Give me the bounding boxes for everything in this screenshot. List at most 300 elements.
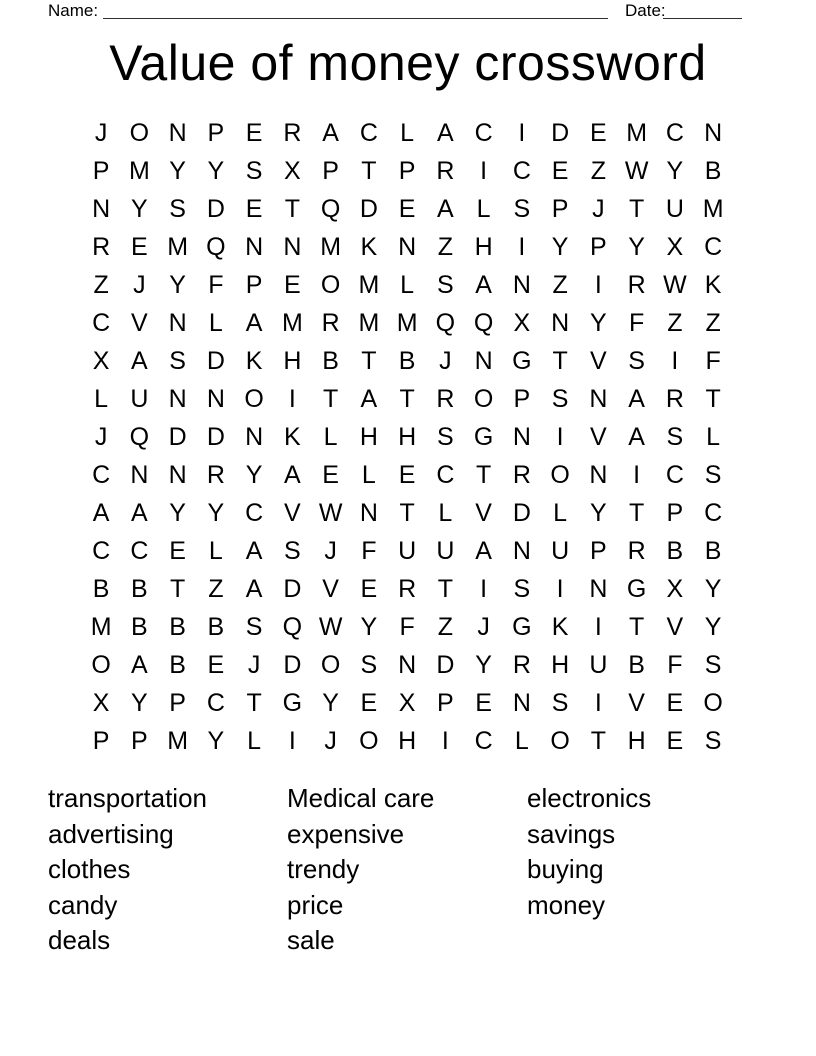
grid-letter: Z bbox=[437, 612, 454, 641]
grid-letter: P bbox=[245, 270, 263, 299]
grid-letter: Y bbox=[704, 574, 722, 603]
date-blank-line bbox=[663, 0, 742, 19]
word-list bbox=[48, 781, 766, 959]
grid-letter: L bbox=[94, 384, 109, 413]
grid-letter: B bbox=[704, 156, 722, 185]
grid-letter: R bbox=[92, 232, 111, 261]
grid-letter: N bbox=[206, 384, 225, 413]
grid-letter: Q bbox=[435, 308, 456, 337]
grid-letter: Z bbox=[437, 232, 454, 261]
grid-letter: U bbox=[589, 650, 608, 679]
grid-letter: L bbox=[323, 422, 338, 451]
grid-letter: E bbox=[666, 726, 684, 755]
grid-letter: H bbox=[359, 422, 378, 451]
grid-letter: P bbox=[131, 726, 148, 755]
grid-letter: Y bbox=[360, 612, 378, 641]
grid-letter: S bbox=[551, 688, 569, 717]
grid-letter: V bbox=[131, 308, 148, 337]
grid-letter: P bbox=[513, 384, 531, 413]
grid-letter: O bbox=[244, 384, 264, 413]
grid-letter: P bbox=[169, 688, 186, 717]
grid-letter: I bbox=[594, 612, 602, 641]
grid-letter: C bbox=[92, 460, 111, 489]
grid-letter: B bbox=[92, 574, 110, 603]
grid-letter: N bbox=[512, 688, 531, 717]
grid-letter: A bbox=[131, 498, 148, 527]
grid-letter: Q bbox=[206, 232, 226, 261]
grid-letter: T bbox=[705, 384, 721, 413]
grid-letter: T bbox=[322, 384, 339, 413]
grid-letter: M bbox=[702, 194, 724, 223]
grid-letter: T bbox=[475, 460, 492, 489]
grid-letter: R bbox=[321, 308, 340, 337]
grid-letter: O bbox=[91, 650, 111, 679]
grid-letter: Y bbox=[207, 156, 225, 185]
grid-letter: N bbox=[551, 308, 570, 337]
grid-letter: T bbox=[246, 688, 262, 717]
grid-letter: W bbox=[318, 612, 343, 641]
grid-letter: V bbox=[322, 574, 339, 603]
grid-letter: U bbox=[130, 384, 149, 413]
grid-letter: N bbox=[130, 460, 149, 489]
word-list-column-2 bbox=[287, 781, 527, 959]
grid-letter: F bbox=[208, 270, 224, 299]
grid-letter: P bbox=[207, 118, 225, 147]
grid-letter: P bbox=[322, 156, 339, 185]
grid-letter: R bbox=[206, 460, 225, 489]
grid-letter: T bbox=[399, 498, 415, 527]
grid-letter: X bbox=[284, 156, 301, 185]
grid-letter: T bbox=[552, 346, 568, 375]
grid-letter: Y bbox=[169, 270, 186, 299]
grid-letter: S bbox=[704, 726, 722, 755]
grid-letter: A bbox=[475, 536, 492, 565]
grid-letter: R bbox=[436, 156, 455, 185]
word-list-column-3 bbox=[527, 781, 766, 959]
grid-letter: A bbox=[131, 650, 148, 679]
grid-letter: E bbox=[666, 688, 684, 717]
grid-letter: F bbox=[399, 612, 415, 641]
grid-letter: P bbox=[437, 688, 454, 717]
grid-letter: D bbox=[206, 346, 225, 375]
grid-letter: N bbox=[398, 232, 417, 261]
grid-letter: S bbox=[666, 422, 684, 451]
grid-letter: I bbox=[288, 726, 296, 755]
grid-letter: H bbox=[627, 726, 646, 755]
grid-letter: Y bbox=[169, 156, 186, 185]
grid-letter: L bbox=[514, 726, 529, 755]
grid-letter: L bbox=[208, 536, 223, 565]
grid-letter: N bbox=[168, 118, 187, 147]
grid-letter: T bbox=[361, 156, 377, 185]
grid-letter: S bbox=[169, 346, 186, 375]
grid-letter: B bbox=[704, 536, 722, 565]
grid-letter: M bbox=[281, 308, 303, 337]
grid-letter: L bbox=[400, 118, 415, 147]
grid-letter: I bbox=[441, 726, 449, 755]
grid-letter: E bbox=[398, 460, 416, 489]
grid-letter: H bbox=[283, 346, 302, 375]
grid-letter: B bbox=[131, 612, 148, 641]
grid-letter: N bbox=[589, 460, 608, 489]
grid-letter: R bbox=[283, 118, 302, 147]
grid-letter: P bbox=[398, 156, 416, 185]
grid-letter: K bbox=[245, 346, 263, 375]
grid-letter: V bbox=[590, 422, 607, 451]
word-list-item: transportation bbox=[48, 783, 207, 813]
grid-letter: N bbox=[168, 460, 187, 489]
grid-letter: C bbox=[92, 536, 111, 565]
grid-letter: S bbox=[513, 194, 531, 223]
grid-letter: F bbox=[667, 650, 683, 679]
grid-letter: N bbox=[168, 308, 187, 337]
word-list-item: deals bbox=[48, 925, 111, 956]
grid-letter: N bbox=[474, 346, 493, 375]
grid-letter: S bbox=[284, 536, 301, 565]
grid-letter: O bbox=[550, 460, 570, 489]
word-list-item: clothes bbox=[48, 854, 131, 885]
grid-letter: N bbox=[589, 384, 608, 413]
grid-letter: J bbox=[324, 536, 337, 565]
grid-letter: L bbox=[476, 194, 491, 223]
grid-letter: S bbox=[513, 574, 531, 603]
grid-letter: P bbox=[551, 194, 569, 223]
grid-letter: I bbox=[594, 688, 602, 717]
grid-letter: Y bbox=[666, 156, 684, 185]
word-list-item: money bbox=[527, 889, 606, 920]
grid-letter: C bbox=[206, 688, 225, 717]
grid-letter: N bbox=[168, 384, 187, 413]
grid-letter: E bbox=[590, 118, 607, 147]
grid-letter: H bbox=[474, 232, 493, 261]
grid-letter: C bbox=[474, 118, 493, 147]
grid-letter: G bbox=[473, 422, 494, 451]
grid-letter: H bbox=[398, 726, 417, 755]
grid-letter: M bbox=[167, 726, 189, 755]
grid-letter: O bbox=[129, 118, 150, 147]
grid-letter: D bbox=[551, 118, 570, 147]
grid-letter: R bbox=[665, 384, 684, 413]
grid-letter: L bbox=[400, 270, 415, 299]
grid-letter: I bbox=[518, 118, 526, 147]
grid-letter: L bbox=[361, 460, 376, 489]
grid-letter: M bbox=[358, 270, 380, 299]
grid-letter: G bbox=[626, 574, 647, 603]
grid-letter: I bbox=[518, 232, 526, 261]
grid-letter: A bbox=[284, 460, 301, 489]
grid-letter: H bbox=[398, 422, 417, 451]
grid-letter: S bbox=[169, 194, 186, 223]
grid-letter: U bbox=[665, 194, 684, 223]
grid-letter: J bbox=[94, 422, 108, 451]
grid-letter: J bbox=[477, 612, 490, 641]
grid-letter: E bbox=[245, 194, 263, 223]
grid-letter: T bbox=[169, 574, 186, 603]
grid-letter: P bbox=[590, 536, 607, 565]
grid-letter: M bbox=[167, 232, 189, 261]
grid-letter: P bbox=[92, 726, 110, 755]
grid-letter: B bbox=[169, 612, 186, 641]
grid-letter: N bbox=[283, 232, 302, 261]
grid-letter: O bbox=[320, 270, 341, 299]
grid-letter: V bbox=[666, 612, 684, 641]
grid-letter: I bbox=[480, 574, 488, 603]
grid-letter: C bbox=[359, 118, 378, 147]
grid-letter: X bbox=[513, 308, 531, 337]
grid-letter: N bbox=[589, 574, 608, 603]
word-list-item: expensive bbox=[287, 818, 405, 849]
grid-letter: D bbox=[206, 422, 225, 451]
grid-letter: T bbox=[361, 346, 377, 375]
grid-letter: J bbox=[324, 726, 337, 755]
grid-letter: F bbox=[705, 346, 721, 375]
grid-letter: D bbox=[283, 650, 302, 679]
grid-letter: M bbox=[358, 308, 380, 337]
grid-letter: S bbox=[551, 384, 569, 413]
grid-letter: O bbox=[320, 650, 341, 679]
grid-letter: M bbox=[626, 118, 648, 147]
grid-letter: A bbox=[628, 384, 645, 413]
grid-letter: I bbox=[480, 156, 488, 185]
grid-letter: S bbox=[360, 650, 378, 679]
word-list-item: Medical care bbox=[287, 783, 435, 813]
grid-letter: B bbox=[207, 612, 225, 641]
grid-letter: V bbox=[628, 688, 645, 717]
grid-letter: C bbox=[130, 536, 149, 565]
grid-letter: T bbox=[628, 612, 645, 641]
grid-letter: F bbox=[361, 536, 377, 565]
grid-letter: K bbox=[704, 270, 722, 299]
grid-letter: C bbox=[704, 498, 723, 527]
grid-letter: N bbox=[512, 270, 531, 299]
grid-letter: Y bbox=[207, 726, 225, 755]
grid-letter: Z bbox=[590, 156, 607, 185]
grid-letter: R bbox=[627, 536, 646, 565]
grid-letter: M bbox=[396, 308, 418, 337]
grid-letter: E bbox=[398, 194, 416, 223]
grid-letter: K bbox=[284, 422, 301, 451]
grid-letter: D bbox=[168, 422, 187, 451]
grid-letter: G bbox=[282, 688, 303, 717]
grid-letter: C bbox=[665, 460, 684, 489]
grid-letter: R bbox=[627, 270, 646, 299]
grid-letter: V bbox=[284, 498, 301, 527]
grid-letter: R bbox=[398, 574, 417, 603]
grid-letter: L bbox=[706, 422, 721, 451]
grid-letter: S bbox=[245, 156, 263, 185]
grid-letter: V bbox=[590, 346, 607, 375]
grid-letter: Y bbox=[590, 498, 607, 527]
grid-letter: X bbox=[92, 688, 110, 717]
grid-letter: J bbox=[439, 346, 452, 375]
grid-letter: J bbox=[247, 650, 261, 679]
word-list-item: savings bbox=[527, 818, 616, 849]
grid-letter: Z bbox=[667, 308, 683, 337]
word-list-item: trendy bbox=[287, 854, 360, 885]
grid-letter: A bbox=[245, 536, 263, 565]
word-list-item: buying bbox=[527, 854, 604, 885]
grid-letter: Y bbox=[131, 688, 148, 717]
word-search-grid bbox=[82, 114, 732, 760]
word-list-item: candy bbox=[48, 889, 118, 920]
grid-letter: N bbox=[245, 422, 264, 451]
grid-letter: I bbox=[594, 270, 602, 299]
grid-letter: Y bbox=[207, 498, 225, 527]
grid-letter: J bbox=[133, 270, 146, 299]
grid-letter: T bbox=[628, 498, 645, 527]
word-list-item: sale bbox=[287, 925, 335, 956]
grid-letter: Z bbox=[705, 308, 721, 337]
grid-letter: M bbox=[128, 156, 150, 185]
grid-letter: F bbox=[628, 308, 645, 337]
page-title: Value of money crossword bbox=[109, 35, 707, 91]
grid-letter: Q bbox=[129, 422, 150, 451]
grid-letter: N bbox=[704, 118, 723, 147]
grid-letter: Y bbox=[628, 232, 645, 261]
grid-letter: S bbox=[437, 270, 454, 299]
grid-letter: N bbox=[512, 422, 531, 451]
grid-letter: W bbox=[663, 270, 687, 299]
grid-letter: D bbox=[512, 498, 531, 527]
grid-letter: O bbox=[703, 688, 723, 717]
grid-letter: W bbox=[318, 498, 343, 527]
grid-letter: X bbox=[398, 688, 416, 717]
grid-letter: B bbox=[131, 574, 148, 603]
grid-letter: S bbox=[704, 460, 722, 489]
grid-letter: S bbox=[628, 346, 645, 375]
grid-letter: C bbox=[665, 118, 684, 147]
grid-letter: A bbox=[245, 308, 263, 337]
grid-letter: Q bbox=[473, 308, 494, 337]
grid-letter: L bbox=[553, 498, 568, 527]
grid-letter: I bbox=[288, 384, 296, 413]
word-list-item: price bbox=[287, 889, 344, 920]
word-list-column-1 bbox=[48, 781, 287, 959]
grid-letter: H bbox=[551, 650, 570, 679]
grid-letter: U bbox=[551, 536, 570, 565]
grid-letter: B bbox=[322, 346, 339, 375]
grid-letter: S bbox=[437, 422, 454, 451]
grid-letter: E bbox=[360, 574, 378, 603]
grid-letter: E bbox=[284, 270, 301, 299]
grid-letter: Y bbox=[704, 612, 722, 641]
grid-letter: V bbox=[475, 498, 492, 527]
grid-letter: B bbox=[398, 346, 416, 375]
grid-letter: C bbox=[245, 498, 264, 527]
grid-letter: P bbox=[92, 156, 110, 185]
grid-letter: D bbox=[359, 194, 378, 223]
grid-letter: O bbox=[550, 726, 570, 755]
grid-letter: S bbox=[704, 650, 722, 679]
grid-letter: U bbox=[398, 536, 417, 565]
grid-letter: D bbox=[206, 194, 225, 223]
grid-letter: A bbox=[92, 498, 110, 527]
grid-letter: E bbox=[551, 156, 569, 185]
grid-letter: Y bbox=[322, 688, 339, 717]
grid-letter: K bbox=[551, 612, 569, 641]
grid-letter: R bbox=[512, 650, 531, 679]
grid-letter: O bbox=[359, 726, 379, 755]
grid-letter: R bbox=[436, 384, 455, 413]
grid-letter: L bbox=[247, 726, 262, 755]
grid-letter: E bbox=[207, 650, 225, 679]
grid-letter: C bbox=[704, 232, 723, 261]
grid-letter: A bbox=[131, 346, 148, 375]
grid-letter: X bbox=[666, 574, 684, 603]
grid-letter: T bbox=[399, 384, 415, 413]
grid-letter: N bbox=[398, 650, 417, 679]
grid-letter: E bbox=[475, 688, 492, 717]
grid-letter: I bbox=[633, 460, 641, 489]
grid-letter: B bbox=[169, 650, 186, 679]
grid-letter: C bbox=[92, 308, 111, 337]
grid-letter: Y bbox=[169, 498, 186, 527]
grid-letter: J bbox=[592, 194, 605, 223]
grid-letter: N bbox=[512, 536, 531, 565]
grid-letter: E bbox=[131, 232, 148, 261]
grid-letter: P bbox=[590, 232, 607, 261]
grid-letter: Q bbox=[320, 194, 341, 223]
grid-letter: Y bbox=[551, 232, 569, 261]
word-list-item: electronics bbox=[527, 783, 652, 813]
grid-letter: M bbox=[90, 612, 112, 641]
grid-letter: D bbox=[436, 650, 455, 679]
grid-letter: S bbox=[245, 612, 263, 641]
grid-letter: Y bbox=[590, 308, 607, 337]
grid-letter: E bbox=[169, 536, 186, 565]
grid-letter: A bbox=[475, 270, 492, 299]
grid-letter: B bbox=[666, 536, 684, 565]
grid-letter: N bbox=[245, 232, 264, 261]
grid-letter: M bbox=[320, 232, 342, 261]
grid-letter: X bbox=[666, 232, 684, 261]
grid-letter: Z bbox=[208, 574, 224, 603]
grid-letter: T bbox=[284, 194, 301, 223]
grid-letter: W bbox=[624, 156, 649, 185]
grid-letter: J bbox=[94, 118, 108, 147]
grid-letter: E bbox=[245, 118, 263, 147]
grid-letter: N bbox=[359, 498, 378, 527]
grid-letter: X bbox=[92, 346, 110, 375]
grid-letter: T bbox=[590, 726, 607, 755]
grid-letter: Q bbox=[282, 612, 303, 641]
grid-letter: A bbox=[628, 422, 645, 451]
grid-letter: E bbox=[360, 688, 378, 717]
grid-letter: T bbox=[437, 574, 454, 603]
grid-letter: A bbox=[437, 118, 454, 147]
grid-letter: L bbox=[208, 308, 223, 337]
grid-letter: C bbox=[436, 460, 455, 489]
grid-letter: D bbox=[283, 574, 302, 603]
grid-letter: C bbox=[512, 156, 531, 185]
grid-letter: B bbox=[628, 650, 645, 679]
name-label: Name: bbox=[48, 1, 99, 20]
grid-letter: G bbox=[512, 612, 532, 641]
word-list-item: advertising bbox=[48, 818, 174, 849]
grid-letter: I bbox=[556, 422, 564, 451]
grid-letter: Z bbox=[93, 270, 109, 299]
grid-letter: N bbox=[92, 194, 111, 223]
grid-letter: R bbox=[512, 460, 531, 489]
grid-letter: G bbox=[512, 346, 532, 375]
grid-letter: Z bbox=[552, 270, 568, 299]
grid-letter: T bbox=[628, 194, 645, 223]
grid-letter: K bbox=[360, 232, 378, 261]
grid-letter: O bbox=[473, 384, 494, 413]
grid-letter: I bbox=[556, 574, 564, 603]
grid-letter: P bbox=[666, 498, 684, 527]
grid-letter: A bbox=[437, 194, 454, 223]
